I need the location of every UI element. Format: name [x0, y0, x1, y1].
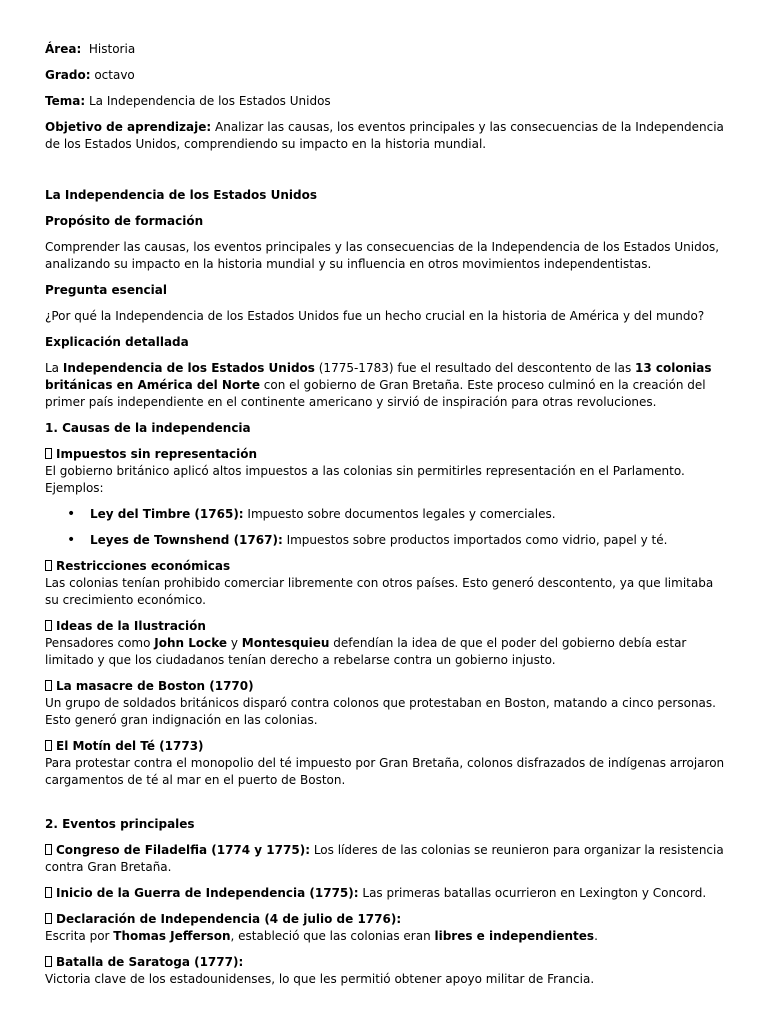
area-line: [45, 41, 725, 58]
objetivo-value: Analizar las causas, los eventos principales y las consecuencias de la Independencia de los Estados Unidos, comprendiendo su impacto en la historia mundial.: [45, 120, 724, 151]
causa-motin-text: Para protestar contra el monopolio del té impuesto por Gran Bretaña, colonos disfrazados de indígenas arrojaron cargamentos de té al mar en el puerto de Boston.: [45, 756, 725, 787]
missing-glyph-icon: [45, 740, 52, 751]
proposito-heading: Propósito de formación: [45, 214, 204, 228]
missing-glyph-icon: [45, 913, 52, 924]
explicacion-text: La Independencia de los Estados Unidos (1775-1783) fue el resultado del descontento de las 13 colonias británicas en América del Norte con el gobierno de Gran Bretaña. Este proceso culminó en la creación del primer país independiente en el continente americano y sirvió de inspiración para otras revoluciones.: [45, 361, 712, 409]
missing-glyph-icon: [45, 560, 52, 571]
objetivo-label: Objetivo de aprendizaje:: [45, 120, 212, 134]
missing-glyph-icon: [45, 680, 52, 691]
causa-impuestos: Impuestos sin representación El gobierno británico aplicó altos impuestos a las colonias sin permitirles representación en el Parlamento. Ejemplos:: [45, 447, 685, 495]
evento-declaracion: Declaración de Independencia (4 de julio de 1776): Escrita por Thomas Jefferson, estableció que las colonias eran libres e independientes.: [45, 912, 598, 943]
causa-ilustracion: Ideas de la Ilustración Pensadores como John Locke y Montesquieu defendían la idea de que el poder del gobierno debía estar limitado y que los ciudadanos tenían derecho a rebelarse contra un gobierno injusto.: [45, 619, 687, 667]
tema-value: La Independencia de los Estados Unidos: [88, 94, 331, 108]
explicacion-heading: Explicación detallada: [45, 335, 189, 349]
grado-value: octavo: [94, 68, 135, 82]
objetivo-line: [45, 119, 725, 153]
causa-restricciones-text: Las colonias tenían prohibido comerciar libremente con otros países. Esto generó descontento, ya que limitaba su crecimiento económico.: [45, 576, 714, 607]
causa-restricciones: Restricciones económicas Las colonias tenían prohibido comerciar libremente con otros países. Esto generó descontento, ya que limitaba su crecimiento económico.: [45, 559, 714, 607]
eventos-heading: 2. Eventos principales: [45, 817, 195, 831]
pregunta-heading: Pregunta esencial: [45, 283, 167, 297]
evento-congreso: Congreso de Filadelfia (1774 y 1775): Los líderes de las colonias se reunieron para organizar la resistencia contra Gran Bretaña.: [45, 843, 724, 874]
area-value: Historia: [88, 42, 136, 56]
document-title: La Independencia de los Estados Unidos: [45, 188, 317, 202]
causa-masacre: La masacre de Boston (1770) Un grupo de soldados británicos disparó contra colonos que protestaban en Boston, matando a cinco personas. Esto generó gran indignación en las colonias.: [45, 679, 716, 727]
evento-inicio: Inicio de la Guerra de Independencia (1775): Las primeras batallas ocurrieron en Lexington y Concord.: [45, 885, 725, 902]
causa-masacre-text: Un grupo de soldados británicos disparó contra colonos que protestaban en Boston, matando a cinco personas. Esto generó gran indignación en las colonias.: [45, 696, 716, 727]
missing-glyph-icon: [45, 887, 52, 898]
evento-saratoga-text: Victoria clave de los estadounidenses, lo que les permitió obtener apoyo militar de Francia.: [45, 972, 595, 986]
impuestos-list: [45, 506, 725, 549]
pregunta-text: ¿Por qué la Independencia de los Estados Unidos fue un hecho crucial en la historia de América y del mundo?: [45, 309, 705, 323]
grado-line: [45, 67, 725, 84]
missing-glyph-icon: [45, 956, 52, 967]
missing-glyph-icon: [45, 448, 52, 459]
area-label: Área:: [45, 42, 82, 56]
missing-glyph-icon: [45, 844, 52, 855]
document-body: [45, 41, 725, 997]
evento-saratoga: Batalla de Saratoga (1777): Victoria clave de los estadounidenses, lo que les permitió obtener apoyo militar de Francia.: [45, 955, 595, 986]
proposito-text: Comprender las causas, los eventos principales y las consecuencias de la Independencia de los Estados Unidos, analizando su impacto en la historia mundial y su influencia en otros movimientos independentistas.: [45, 240, 720, 271]
tema-line: [45, 93, 725, 110]
grado-label: Grado:: [45, 68, 91, 82]
list-item: • Ley del Timbre (1765): Impuesto sobre documentos legales y comerciales.: [45, 506, 725, 523]
causa-motin: El Motín del Té (1773) Para protestar contra el monopolio del té impuesto por Gran Bretaña, colonos disfrazados de indígenas arrojaron cargamentos de té al mar en el puerto de Boston.: [45, 739, 725, 787]
causa-impuestos-text: El gobierno británico aplicó altos impuestos a las colonias sin permitirles representación en el Parlamento. Ejemplos:: [45, 464, 685, 495]
tema-label: Tema:: [45, 94, 86, 108]
causas-heading: 1. Causas de la independencia: [45, 421, 251, 435]
missing-glyph-icon: [45, 620, 52, 631]
list-item: • Leyes de Townshend (1767): Impuestos sobre productos importados como vidrio, papel y té.: [45, 532, 725, 549]
